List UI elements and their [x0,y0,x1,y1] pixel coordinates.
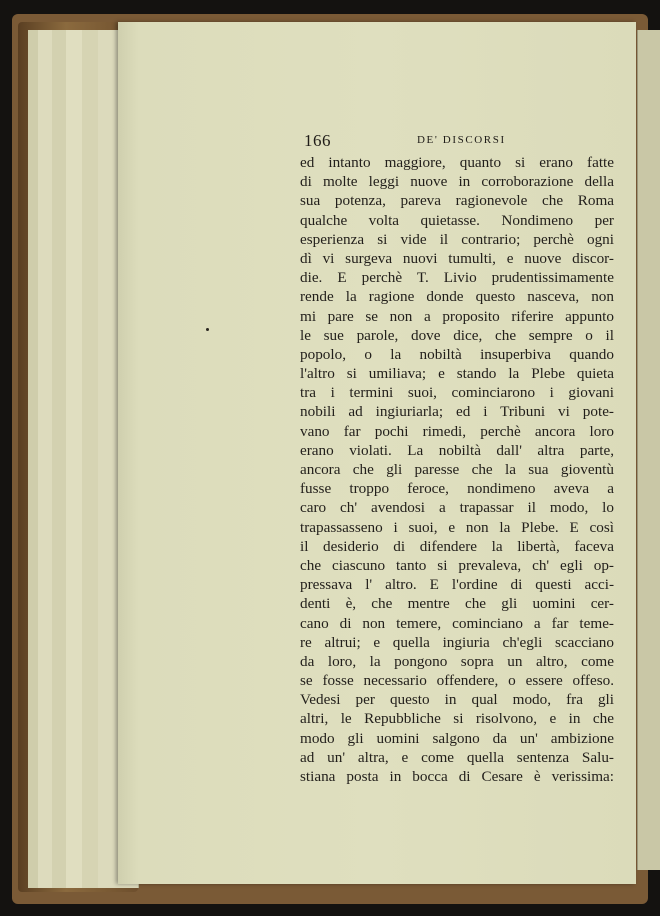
text-line: fusse troppo feroce, nondimeno aveva a [300,480,614,498]
page-number: 166 [304,131,331,150]
text-line: sua potenza, pareva ragionevole che Roma [300,192,614,210]
text-line: Vedesi per questo in qual modo, fra gli [300,691,614,709]
text-line: esperienza si vide il contrario; perchè ogni [300,230,614,248]
text-line: pressava l' altro. E l'ordine di questi acci- [300,576,614,594]
text-line: trapassasseno i suoi, e non la Plebe. E così [300,518,614,536]
text-line: denti è, che mentre che gli uomini cer- [300,595,614,613]
text-line: vano far pochi rimedi, perchè ancora loro [300,422,614,440]
text-line: ad un' altra, e come quella sentenza Salu- [300,748,614,766]
text-line: nobili ad ingiuriarla; ed i Tribuni vi pote- [300,403,614,421]
text-line: mi pare se non a proposito riferire appunto [300,307,614,325]
text-line: ancora che gli paresse che la sua gioventù [300,461,614,478]
text-line: il desiderio di difendere la libertà, faceva [300,537,614,555]
running-head: DE' DISCORSI [417,134,506,146]
text-line: dì vi surgeva nuovi tumulti, e nuove discor- [300,249,614,267]
ink-speck [206,328,209,331]
text-line: altri, le Repubbliche si risolvono, e in che [300,710,614,728]
text-line: stiana posta in bocca di Cesare è verissima: [300,768,614,785]
text-line: re altrui; e quella ingiuria ch'egli scacciano [300,633,614,651]
text-line: che ciascuno tanto si prevaleva, ch' egli op- [300,556,614,574]
text-line: die. E perchè T. Livio prudentissimamente [300,269,614,287]
text-line: rende la ragione donde questo nasceva, non [300,288,614,306]
text-line: tra i termini suoi, cominciarono i giovani [300,384,614,402]
text-line: di molte leggi nuove in corroborazione della [300,173,614,191]
page-header [304,131,614,151]
text-line: caro ch' avendosi a trapassar il modo, lo [300,499,614,517]
text-line: le sue parole, dove dice, che sempre o il [300,326,614,344]
text-line: cano di non temere, cominciano a far teme- [300,614,614,632]
text-line: popolo, o la nobiltà insuperbiva quando [300,345,614,363]
text-line: da loro, la pongono sopra un altro, come [300,652,614,670]
text-line: qualche volta quietasse. Nondimeno per [300,211,614,229]
facing-page-edge [637,30,660,870]
body-text [300,153,614,786]
text-line: erano violati. La nobiltà dall' altra parte, [300,441,614,459]
text-line: ed intanto maggiore, quanto si erano fatte [300,154,614,171]
text-line: se fosse necessario offendere, o essere offeso. [300,672,614,690]
text-line: modo gli uomini salgono da un' ambizione [300,729,614,747]
text-line: l'altro si umiliava; e stando la Plebe quieta [300,365,614,383]
